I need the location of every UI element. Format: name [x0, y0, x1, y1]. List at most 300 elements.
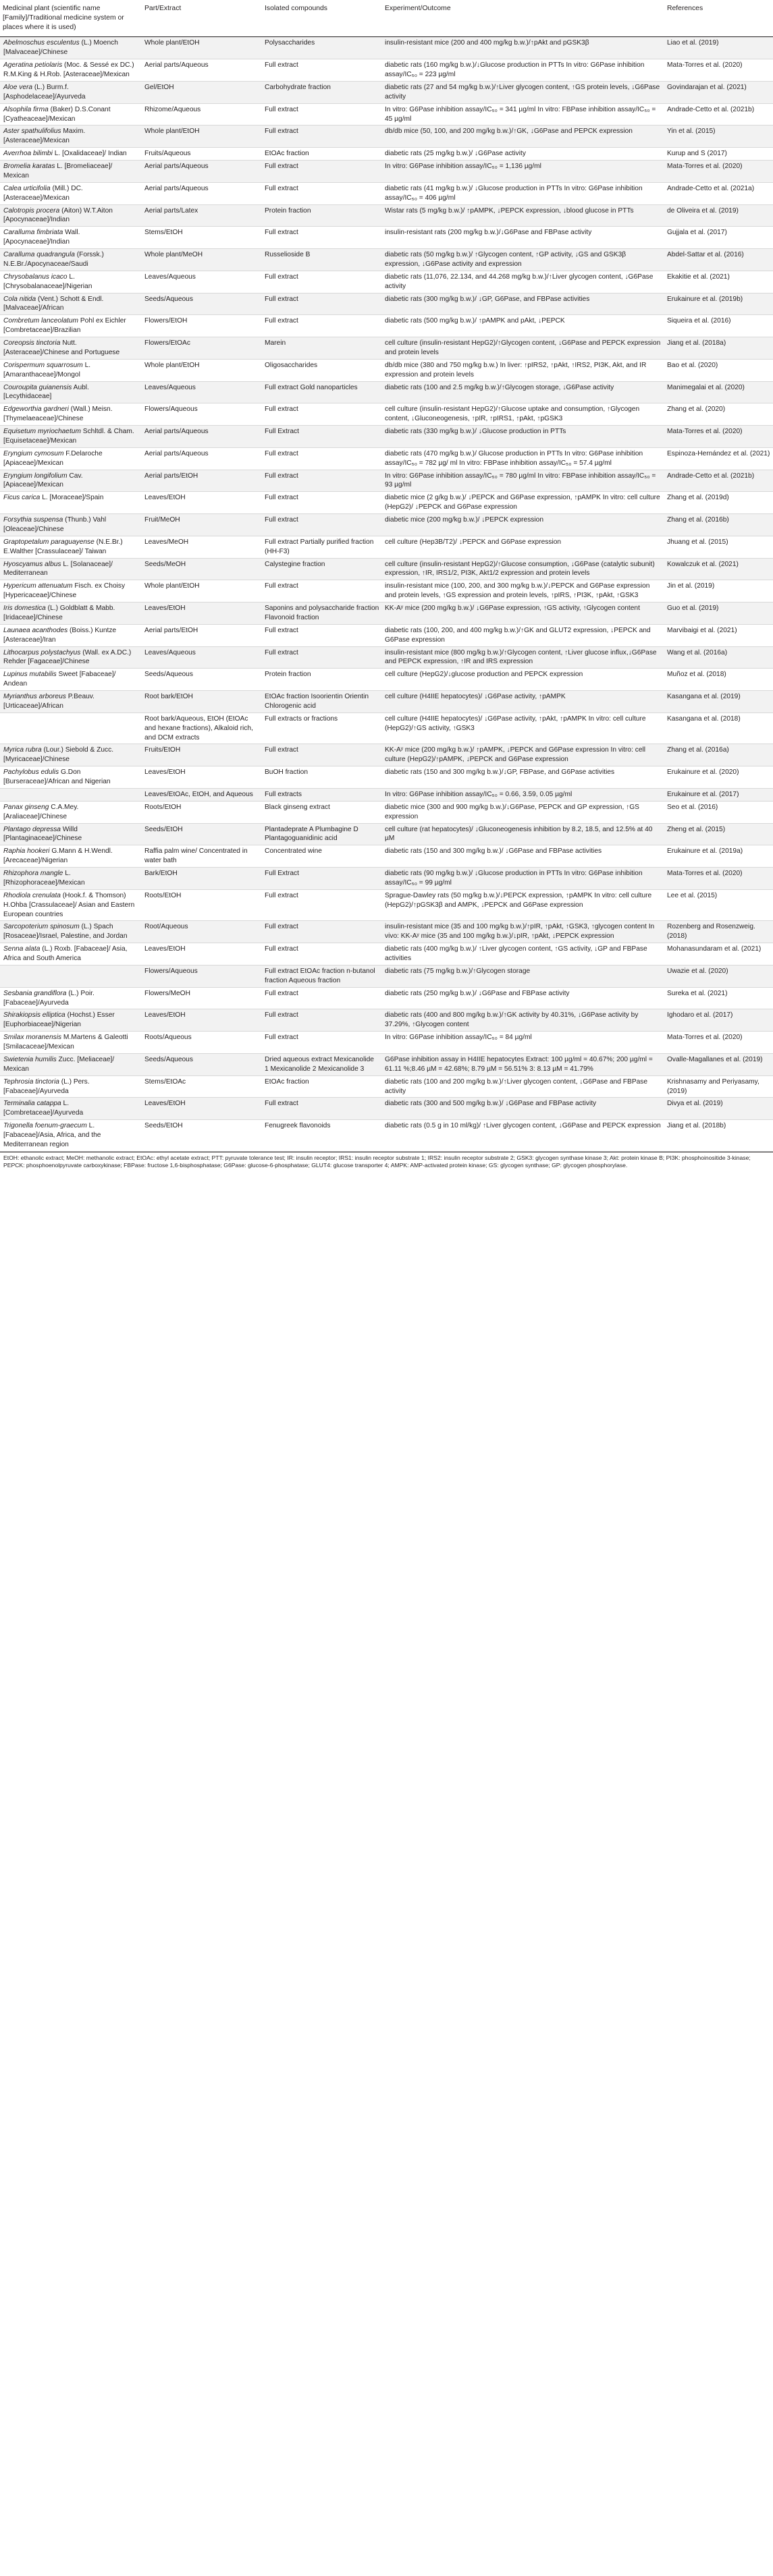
reference-cell: Zheng et al. (2015) [664, 823, 773, 845]
plant-cell [0, 514, 142, 536]
table-body [0, 37, 773, 1151]
experiment-outcome-cell: diabetic rats (500 mg/kg b.w.)/ ↑pAMPK and pAkt, ↓PEPCK [382, 315, 664, 337]
experiment-outcome-cell: diabetic rats (300 and 500 mg/kg b.w.)/ ↓G6Pase and FBPase activity [382, 1098, 664, 1120]
table-row [0, 580, 773, 603]
isolated-compounds-cell: Protein fraction [262, 204, 382, 227]
isolated-compounds-cell: Full extracts [262, 788, 382, 801]
plant-cell [0, 921, 142, 943]
reference-cell: Mohanasundaram et al. (2021) [664, 943, 773, 965]
part-extract-cell: Seeds/MeOH [142, 558, 262, 580]
experiment-outcome-cell: In vitro: G6Pase inhibition assay/IC₅₀ = 0.66, 3.59, 0.05 µg/ml [382, 788, 664, 801]
table-row [0, 492, 773, 514]
part-extract-cell: Flowers/Aqueous [142, 965, 262, 987]
part-extract-cell: Leaves/EtOH [142, 1009, 262, 1032]
plant-scientific-name: Aloe vera [3, 83, 33, 91]
table-row [0, 823, 773, 845]
reference-cell: Andrade-Cetto et al. (2021a) [664, 182, 773, 204]
reference-cell: Mata-Torres et al. (2020) [664, 161, 773, 183]
plant-family-origin: Nutt. [Asteraceae]/Chinese and Portuguese [3, 339, 120, 356]
plant-cell [0, 381, 142, 403]
plant-cell [0, 558, 142, 580]
isolated-compounds-cell: Full extract [262, 125, 382, 148]
isolated-compounds-cell: Full extract [262, 1009, 382, 1032]
table-row [0, 470, 773, 492]
plant-family-origin: L. [Oxalidaceae]/ Indian [52, 150, 127, 158]
part-extract-cell: Seeds/EtOH [142, 1120, 262, 1152]
reference-cell: Jin et al. (2019) [664, 580, 773, 603]
table-footnote: EtOH: ethanolic extract; MeOH: methanolic extract; EtOAc: ethyl acetate extract; PTT: pyruvate tolerance test; IR: insulin receptor; IRS1: insulin receptor substrate 1; IRS2: insulin receptor substrate 2; GSK3: glycogen synthase kinase 3; Akt: protein kinase B; PI3K: phosphoinositide 3-kinase; PEPCK: phosphoenolpyruvate carboxykinase; FBPase: fructose 1,6-bisphosphatase; G6Pase: glucose-6-phosphatase; GLUT4: glucose transporter 4; AMPK: AMP-activated protein kinase; GS: glycogen synthase; GP: glycogen phosphorylase. [0, 1152, 773, 1169]
plant-scientific-name: Pachylobus edulis [3, 768, 59, 777]
isolated-compounds-cell: Oligosaccharides [262, 359, 382, 381]
plant-scientific-name: Ageratina petiolaris [3, 61, 63, 69]
plant-scientific-name: Caralluma quadrangula [3, 251, 75, 259]
plant-scientific-name: Lithocarpus polystachyus [3, 648, 81, 656]
reference-cell: Govindarajan et al. (2021) [664, 81, 773, 103]
reference-cell: Wang et al. (2016a) [664, 646, 773, 669]
part-extract-cell: Gel/EtOH [142, 81, 262, 103]
plant-scientific-name: Raphia hookeri [3, 847, 50, 856]
part-extract-cell: Leaves/EtOH [142, 766, 262, 789]
experiment-outcome-cell: cell culture (insulin-resistant HepG2)/↑Glycogen content, ↓G6Pase and PEPCK expression and protein levels [382, 337, 664, 360]
experiment-outcome-cell: diabetic rats (300 mg/kg b.w.)/ ↓GP, G6Pase, and FBPase activities [382, 293, 664, 315]
plant-family-origin: L. [Solanaceae]/ Mediterranean [3, 560, 113, 578]
plant-family-origin: C.A.Mey. [Araliaceae]/Chinese [3, 803, 79, 820]
reference-cell: Muñoz et al. (2018) [664, 669, 773, 691]
isolated-compounds-cell: Carbohydrate fraction [262, 81, 382, 103]
reference-cell: Divya et al. (2019) [664, 1098, 773, 1120]
plant-family-origin: (Hook.f. & Thomson) H.Ohba [Crassulaceae]/ Asian and Eastern European countries [3, 891, 135, 918]
reference-cell: Lee et al. (2015) [664, 889, 773, 921]
plant-cell [0, 943, 142, 965]
experiment-outcome-cell: diabetic rats (50 mg/kg b.w.)/ ↑Glycogen content, ↑GP activity, ↓GS and GSK3β expression, ↓G6Pase activity and expression [382, 249, 664, 271]
plant-scientific-name: Shirakiopsis elliptica [3, 1011, 65, 1019]
part-extract-cell: Aerial parts/Aqueous [142, 426, 262, 448]
experiment-outcome-cell: Sprague-Dawley rats (50 mg/kg b.w.)/↓PEPCK expression, ↑pAMPK In vitro: cell culture (HepG2)/↑pGSK3β and AMPK, ↓PEPCK and G6Pase expression [382, 889, 664, 921]
part-extract-cell: Roots/EtOH [142, 801, 262, 823]
plants-table [0, 2, 773, 1152]
plant-cell [0, 103, 142, 125]
plant-cell [0, 337, 142, 360]
plant-cell [0, 161, 142, 183]
isolated-compounds-cell: Full extract [262, 161, 382, 183]
plant-cell [0, 204, 142, 227]
reference-cell: Mata-Torres et al. (2020) [664, 426, 773, 448]
reference-cell: Liao et al. (2019) [664, 37, 773, 59]
plant-scientific-name: Combretum lanceolatum [3, 317, 78, 325]
plant-cell [0, 492, 142, 514]
experiment-outcome-cell: diabetic rats (470 mg/kg b.w.)/ Glucose production in PTTs In vitro: G6Pase inhibition assay/IC₅₀ = 782 µg/ ml In vitro: FBPase inhibition assay/IC₅₀ = 57.4 µg/ml [382, 447, 664, 470]
plant-family-origin: Wall. [Apocynaceae]/Indian [3, 229, 80, 246]
isolated-compounds-cell: Full extract [262, 470, 382, 492]
part-extract-cell: Leaves/EtOH [142, 492, 262, 514]
plant-scientific-name: Cola nitida [3, 295, 36, 303]
plant-family-origin: (Baker) D.S.Conant [Cyatheaceae]/Mexican [3, 105, 111, 123]
reference-cell: Ighodaro et al. (2017) [664, 1009, 773, 1032]
header-references: References [664, 2, 773, 37]
reference-cell: Uwazie et al. (2020) [664, 965, 773, 987]
experiment-outcome-cell: cell culture (rat hepatocytes)/ ↓Gluconeogenesis inhibition by 8.2, 18.5, and 12.5% at 40 µM [382, 823, 664, 845]
plant-scientific-name: Rhizophora mangle [3, 870, 63, 878]
table-row [0, 868, 773, 890]
isolated-compounds-cell: Full extract [262, 580, 382, 603]
plant-cell [0, 691, 142, 713]
reference-cell: Mata-Torres et al. (2020) [664, 1032, 773, 1054]
plant-cell [0, 315, 142, 337]
table-page [0, 0, 773, 1169]
table-row [0, 426, 773, 448]
isolated-compounds-cell: EtOAc fraction Isoorientin Orientin Chlorogenic acid [262, 691, 382, 713]
reference-cell: Andrade-Cetto et al. (2021b) [664, 470, 773, 492]
experiment-outcome-cell: insulin-resistant mice (100, 200, and 300 mg/kg b.w.)/↓PEPCK and G6Pase expression and protein levels, ↑GS expression and protein levels, ↑pIRS, ↑PI3K, ↑pAkt, ↑GSK3 [382, 580, 664, 603]
plant-family-origin: Aubl. [Lecythidaceae] [3, 383, 89, 401]
plant-scientific-name: Chrysobalanus icaco [3, 273, 68, 281]
plant-cell [0, 1053, 142, 1075]
plant-family-origin: (Forssk.) N.E.Br./Apocynaceae/Saudi [3, 251, 104, 268]
isolated-compounds-cell: Full extract [262, 315, 382, 337]
plant-family-origin: L. [Rhizophoraceae]/Mexican [3, 870, 85, 887]
plant-cell [0, 59, 142, 82]
part-extract-cell: Leaves/EtOH [142, 603, 262, 625]
plant-cell [0, 744, 142, 766]
isolated-compounds-cell: Protein fraction [262, 669, 382, 691]
plant-family-origin: Fisch. ex Choisy [Hypericaceae]/Chinese [3, 582, 126, 600]
plant-family-origin: (L.) Roxb. [Fabaceae]/ Asia, Africa and South America [3, 945, 128, 963]
experiment-outcome-cell: diabetic rats (330 mg/kg b.w.)/ ↓Glucose production in PTTs [382, 426, 664, 448]
isolated-compounds-cell: Full extract [262, 624, 382, 646]
plant-family-origin: G.Mann & H.Wendl. [Arecaceae]/Nigerian [3, 847, 113, 865]
isolated-compounds-cell: Russelioside B [262, 249, 382, 271]
plant-scientific-name: Calea urticifolia [3, 184, 51, 192]
reference-cell: Jhuang et al. (2015) [664, 536, 773, 558]
table-row [0, 337, 773, 360]
experiment-outcome-cell: cell culture (H4IIE hepatocytes)/ ↓G6Pase activity, ↑pAkt, ↑pAMPK In vitro: cell culture (HepG2)/↑GS activity, ↑GSK3 [382, 712, 664, 744]
plant-cell [0, 37, 142, 59]
table-row [0, 603, 773, 625]
plant-scientific-name: Hyoscyamus albus [3, 560, 61, 568]
reference-cell: Gujjala et al. (2017) [664, 227, 773, 249]
experiment-outcome-cell: cell culture (H4IIE hepatocytes)/ ↓G6Pase activity, ↑pAMPK [382, 691, 664, 713]
header-part: Part/Extract [142, 2, 262, 37]
reference-cell: Siqueira et al. (2016) [664, 315, 773, 337]
table-row [0, 381, 773, 403]
table-row [0, 249, 773, 271]
table-row [0, 403, 773, 426]
part-extract-cell: Aerial parts/Aqueous [142, 182, 262, 204]
reference-cell: Kurup and S (2017) [664, 148, 773, 161]
plant-scientific-name: Forsythia suspensa [3, 516, 63, 524]
plant-scientific-name: Swietenia humilis [3, 1055, 57, 1063]
plant-family-origin: M.Martens & Galeotti [Smilacaceae]/Mexican [3, 1034, 128, 1051]
plant-family-origin: (Wall.) Meisn. [Thymelaeaceae]/Chinese [3, 405, 113, 423]
reference-cell: Seo et al. (2016) [664, 801, 773, 823]
plant-family-origin: (Thunb.) Vahl [Oleaceae]/Chinese [3, 516, 107, 533]
plant-scientific-name: Trigonella foenum-graecum [3, 1122, 87, 1130]
experiment-outcome-cell: diabetic rats (11,076, 22.134, and 44.268 mg/kg b.w.)/↑Liver glycogen content, ↓G6Pase activity [382, 271, 664, 293]
part-extract-cell: Raffia palm wine/ Concentrated in water bath [142, 845, 262, 868]
part-extract-cell: Seeds/Aqueous [142, 293, 262, 315]
plant-family-origin: L. [Chrysobalanaceae]/Nigerian [3, 273, 92, 290]
experiment-outcome-cell: In vitro: G6Pase inhibition assay/IC₅₀ = 780 µg/ml In vitro: FBPase inhibition assay/IC₅₀ = 93 µg/ml [382, 470, 664, 492]
reference-cell: Erukainure et al. (2019b) [664, 293, 773, 315]
part-extract-cell: Aerial parts/Latex [142, 204, 262, 227]
plant-cell [0, 889, 142, 921]
plant-family-origin: (Moc. & Sessé ex DC.) R.M.King & H.Rob. [Asteraceae]/Mexican [3, 61, 134, 79]
isolated-compounds-cell: Fenugreek flavonoids [262, 1120, 382, 1152]
plant-cell [0, 624, 142, 646]
plant-scientific-name: Panax ginseng [3, 803, 49, 811]
isolated-compounds-cell: Full extract [262, 227, 382, 249]
table-row [0, 1075, 773, 1098]
experiment-outcome-cell: diabetic rats (41 mg/kg b.w.)/ ↓Glucose production in PTTs In vitro: G6Pase inhibition assay/IC₅₀ = 406 µg/ml [382, 182, 664, 204]
plant-family-origin: (Aiton) W.T.Aiton [Apocynaceae]/Indian [3, 206, 113, 224]
experiment-outcome-cell: diabetic rats (90 mg/kg b.w.)/ ↓Glucose production in PTTs In vitro: G6Pase inhibition assay/IC₅₀ = 99 µg/ml [382, 868, 664, 890]
table-row [0, 227, 773, 249]
isolated-compounds-cell: Full extract [262, 943, 382, 965]
isolated-compounds-cell: Dried aqueous extract Mexicanolide 1 Mexicanolide 2 Mexicanolide 3 [262, 1053, 382, 1075]
table-row [0, 293, 773, 315]
reference-cell: Guo et al. (2019) [664, 603, 773, 625]
plant-cell [0, 1098, 142, 1120]
part-extract-cell: Roots/EtOH [142, 889, 262, 921]
table-row [0, 204, 773, 227]
plant-scientific-name: Sesbania grandiflora [3, 989, 67, 997]
plant-cell [0, 987, 142, 1009]
isolated-compounds-cell: Full extract [262, 514, 382, 536]
plant-family-origin: F.Delaroche [Apiaceae]/Mexican [3, 449, 103, 467]
plant-family-origin: P.Beauv. [Urticaceae]/African [3, 693, 95, 710]
experiment-outcome-cell: diabetic rats (27 and 54 mg/kg b.w.)/↑Liver glycogen content, ↑GS protein levels, ↓G6Pase activity [382, 81, 664, 103]
header-experiment: Experiment/Outcome [382, 2, 664, 37]
plant-family-origin: (L.) Burm.f. [Asphodelaceae]/Ayurveda [3, 83, 86, 101]
plant-cell [0, 470, 142, 492]
table-row [0, 921, 773, 943]
plant-cell [0, 271, 142, 293]
table-row [0, 81, 773, 103]
isolated-compounds-cell: Full extract [262, 987, 382, 1009]
plant-cell [0, 359, 142, 381]
experiment-outcome-cell: diabetic rats (160 mg/kg b.w.)/↓Glucose production in PTTs In vitro: G6Pase inhibition assay/IC₅₀ = 223 µg/ml [382, 59, 664, 82]
part-extract-cell: Leaves/EtOAc, EtOH, and Aqueous [142, 788, 262, 801]
plant-cell [0, 1075, 142, 1098]
plant-scientific-name: Myrianthus arboreus [3, 693, 66, 701]
reference-cell: Sureka et al. (2021) [664, 987, 773, 1009]
plant-scientific-name: Abelmoschus esculentus [3, 39, 80, 47]
part-extract-cell: Leaves/EtOH [142, 943, 262, 965]
experiment-outcome-cell: diabetic rats (25 mg/kg b.w.)/ ↓G6Pase activity [382, 148, 664, 161]
experiment-outcome-cell: db/db mice (380 and 750 mg/kg b.w.) In liver: ↑pIRS2, ↑pAkt, ↑IRS2, PI3K, Akt, and IR expression and protein levels [382, 359, 664, 381]
isolated-compounds-cell: Full extract [262, 889, 382, 921]
part-extract-cell: Whole plant/EtOH [142, 580, 262, 603]
table-row [0, 271, 773, 293]
plant-cell [0, 1120, 142, 1152]
plant-cell [0, 823, 142, 845]
experiment-outcome-cell: diabetic rats (100 and 2.5 mg/kg b.w.)/↑Glycogen storage, ↓G6Pase activity [382, 381, 664, 403]
table-row [0, 845, 773, 868]
experiment-outcome-cell: insulin-resistant mice (200 and 400 mg/kg b.w.)/↑pAkt and pGSK3β [382, 37, 664, 59]
part-extract-cell: Roots/Aqueous [142, 1032, 262, 1054]
plant-family-origin: L. [Bromeliaceae]/ Mexican [3, 163, 113, 179]
experiment-outcome-cell: diabetic rats (100, 200, and 400 mg/kg b.w.)/↑GK and GLUT2 expression, ↓PEPCK and G6Pase expression [382, 624, 664, 646]
reference-cell: Mata-Torres et al. (2020) [664, 868, 773, 890]
part-extract-cell: Flowers/MeOH [142, 987, 262, 1009]
experiment-outcome-cell: insulin-resistant mice (35 and 100 mg/kg b.w.)/↑pIR, ↑pAkt, ↑GSK3, ↑glycogen content In vivo: KK-Aʸ mice (35 and 100 mg/kg b.w.)/↓pIR, ↑pAkt, ↓PEPCK expression [382, 921, 664, 943]
plant-scientific-name: Aster spathulifolius [3, 128, 61, 136]
experiment-outcome-cell: G6Pase inhibition assay in H4IIE hepatocytes Extract: 100 µg/ml = 40.67%; 200 µg/ml = 61.11 %;8.46 µM = 42.68%; 8.79 µM = 56.51% 3: 8.13 µM = 41.79% [382, 1053, 664, 1075]
isolated-compounds-cell: Full extract [262, 1032, 382, 1054]
plant-scientific-name: Plantago depressa [3, 825, 61, 833]
table-row [0, 1053, 773, 1075]
isolated-compounds-cell: Polysaccharides [262, 37, 382, 59]
experiment-outcome-cell: diabetic rats (250 mg/kg b.w.)/ ↓G6Pase and FBPase activity [382, 987, 664, 1009]
reference-cell: Zhang et al. (2020) [664, 403, 773, 426]
reference-cell: Mata-Torres et al. (2020) [664, 59, 773, 82]
plant-scientific-name: Alsophila firma [3, 105, 49, 113]
experiment-outcome-cell: In vitro: G6Pase inhibition assay/IC₅₀ = 1,136 µg/ml [382, 161, 664, 183]
isolated-compounds-cell: EtOAc fraction [262, 148, 382, 161]
experiment-outcome-cell: diabetic rats (400 mg/kg b.w.)/ ↑Liver glycogen content, ↑GS activity, ↓GP and FBPase activities [382, 943, 664, 965]
experiment-outcome-cell: db/db mice (50, 100, and 200 mg/kg b.w.)/↑GK, ↓G6Pase and PEPCK expression [382, 125, 664, 148]
plant-cell [0, 81, 142, 103]
plant-family-origin: Zucc. [Meliaceae]/ Mexican [3, 1055, 115, 1073]
isolated-compounds-cell: Full Extract [262, 868, 382, 890]
experiment-outcome-cell: diabetic rats (75 mg/kg b.w.)/↑Glycogen storage [382, 965, 664, 987]
reference-cell: Erukainure et al. (2019a) [664, 845, 773, 868]
table-row [0, 315, 773, 337]
plant-cell [0, 669, 142, 691]
table-row [0, 148, 773, 161]
table-row [0, 987, 773, 1009]
part-extract-cell: Aerial parts/Aqueous [142, 447, 262, 470]
header-plant: Medicinal plant (scientific name [Family]/Traditional medicine system or places where it is used) [0, 2, 142, 37]
part-extract-cell: Leaves/Aqueous [142, 646, 262, 669]
reference-cell: Zhang et al. (2016b) [664, 514, 773, 536]
isolated-compounds-cell: EtOAc fraction [262, 1075, 382, 1098]
part-extract-cell: Fruits/Aqueous [142, 148, 262, 161]
isolated-compounds-cell: Full extract [262, 1098, 382, 1120]
isolated-compounds-cell: Full extract [262, 744, 382, 766]
plant-scientific-name: Averrhoa bilimbi [3, 150, 53, 158]
plant-family-origin: (Vent.) Schott & Endl. [Malvaceae]/African [3, 295, 104, 312]
plant-cell [0, 965, 142, 987]
plant-cell [0, 293, 142, 315]
plant-scientific-name: Corispermum squarrosum [3, 361, 83, 369]
plant-scientific-name: Coreopsis tinctoria [3, 339, 61, 347]
table-row [0, 536, 773, 558]
experiment-outcome-cell: cell culture (HepG2)/↓glucose production and PEPCK expression [382, 669, 664, 691]
plant-cell [0, 712, 142, 744]
isolated-compounds-cell: Full extract [262, 103, 382, 125]
reference-cell: Manimegalai et al. (2020) [664, 381, 773, 403]
plant-family-origin: (Boiss.) Kuntze [Asteraceae]/Iran [3, 626, 117, 644]
plant-family-origin: L. [Moraceae]/Spain [40, 494, 104, 502]
table-row [0, 161, 773, 183]
experiment-outcome-cell: insulin-resistant mice (800 mg/kg b.w.)/↑Glycogen content, ↑Liver glucose influx,↓G6Pase and PEPCK expression, ↑IR and IRS expression [382, 646, 664, 669]
experiment-outcome-cell: KK-Aʸ mice (200 mg/kg b.w.)/ ↑pAMPK, ↓PEPCK and G6Pase expression In vitro: cell culture (HepG2)/↑pAMPK, ↓PEPCK and G6Pase expression [382, 744, 664, 766]
isolated-compounds-cell: Full extract [262, 447, 382, 470]
plant-scientific-name: Edgeworthia gardneri [3, 405, 69, 414]
table-row [0, 103, 773, 125]
plant-cell [0, 227, 142, 249]
part-extract-cell: Seeds/EtOH [142, 823, 262, 845]
part-extract-cell: Whole plant/MeOH [142, 249, 262, 271]
part-extract-cell: Leaves/Aqueous [142, 381, 262, 403]
table-row [0, 669, 773, 691]
part-extract-cell: Leaves/EtOH [142, 1098, 262, 1120]
isolated-compounds-cell: Saponins and polysaccharide fraction Flavonoid fraction [262, 603, 382, 625]
plant-family-origin: Schltdl. & Cham. [Equisetaceae]/Mexican [3, 428, 134, 445]
plant-cell [0, 868, 142, 890]
table-row [0, 514, 773, 536]
plant-scientific-name: Eryngium cymosum [3, 449, 64, 457]
table-row [0, 788, 773, 801]
reference-cell: de Oliveira et al. (2019) [664, 204, 773, 227]
experiment-outcome-cell: diabetic rats (150 and 300 mg/kg b.w.)/↓GP, FBPase, and G6Pase activities [382, 766, 664, 789]
reference-cell: Marvibaigi et al. (2021) [664, 624, 773, 646]
table-row [0, 943, 773, 965]
plant-cell [0, 125, 142, 148]
isolated-compounds-cell: Full extract [262, 403, 382, 426]
experiment-outcome-cell: diabetic rats (100 and 200 mg/kg b.w.)/↑Liver glycogen content, ↓G6Pase and FBPase activity [382, 1075, 664, 1098]
plant-scientific-name: Lupinus mutabilis [3, 671, 57, 679]
reference-cell: Erukainure et al. (2017) [664, 788, 773, 801]
plant-scientific-name: Senna alata [3, 945, 41, 953]
experiment-outcome-cell: diabetic mice (2 g/kg b.w.)/ ↓PEPCK and G6Pase expression, ↑pAMPK In vitro: cell culture (HepG2)/ ↓PEPCK and G6Pase expression [382, 492, 664, 514]
isolated-compounds-cell: Full extract Gold nanoparticles [262, 381, 382, 403]
plant-cell [0, 788, 142, 801]
isolated-compounds-cell: Full extract EtOAc fraction n-butanol fraction Aqueous fraction [262, 965, 382, 987]
plant-family-origin: Cav. [Apiaceae]/Mexican [3, 472, 83, 489]
table-row [0, 182, 773, 204]
isolated-compounds-cell: Calystegine fraction [262, 558, 382, 580]
experiment-outcome-cell: KK-Aʸ mice (200 mg/kg b.w.)/ ↓G6Pase expression, ↑GS activity, ↑Glycogen content [382, 603, 664, 625]
plant-scientific-name: Graptopetalum paraguayense [3, 538, 95, 546]
part-extract-cell: Bark/EtOH [142, 868, 262, 890]
table-row [0, 965, 773, 987]
isolated-compounds-cell: Full extract [262, 293, 382, 315]
part-extract-cell: Seeds/Aqueous [142, 1053, 262, 1075]
part-extract-cell: Fruits/EtOH [142, 744, 262, 766]
plant-family-origin: (L.) Moench [Malvaceae]/Chinese [3, 39, 118, 57]
part-extract-cell: Rhizome/Aqueous [142, 103, 262, 125]
table-row [0, 712, 773, 744]
reference-cell: Kasangana et al. (2018) [664, 712, 773, 744]
isolated-compounds-cell: Full extracts or fractions [262, 712, 382, 744]
table-row [0, 744, 773, 766]
plant-scientific-name: Sarcopoterium spinosum [3, 923, 80, 931]
plant-cell [0, 182, 142, 204]
isolated-compounds-cell: Full extract [262, 59, 382, 82]
experiment-outcome-cell: diabetic rats (150 and 300 mg/kg b.w.)/ ↓G6Pase and FBPase activities [382, 845, 664, 868]
isolated-compounds-cell: Full extract [262, 921, 382, 943]
experiment-outcome-cell: diabetic rats (400 and 800 mg/kg b.w.)/↑GK activity by 40.31%, ↓G6Pase activity by 37.29%, ↑Glycogen content [382, 1009, 664, 1032]
plant-cell [0, 148, 142, 161]
plant-family-origin: (L.) Poir. [Fabaceae]/Ayurveda [3, 989, 95, 1007]
header-compounds: Isolated compounds [262, 2, 382, 37]
plant-cell [0, 426, 142, 448]
plant-scientific-name: Launaea acanthodes [3, 626, 68, 634]
table-row [0, 1120, 773, 1152]
part-extract-cell: Whole plant/EtOH [142, 37, 262, 59]
reference-cell: Bao et al. (2020) [664, 359, 773, 381]
experiment-outcome-cell: cell culture (Hep3B/T2)/ ↓PEPCK and G6Pase expression [382, 536, 664, 558]
reference-cell: Kasangana et al. (2019) [664, 691, 773, 713]
reference-cell: Jiang et al. (2018b) [664, 1120, 773, 1152]
plant-cell [0, 1032, 142, 1054]
reference-cell: Yin et al. (2015) [664, 125, 773, 148]
plant-cell [0, 536, 142, 558]
plant-cell [0, 845, 142, 868]
plant-family-origin: L. [Amaranthaceae]/Mongol [3, 361, 91, 379]
